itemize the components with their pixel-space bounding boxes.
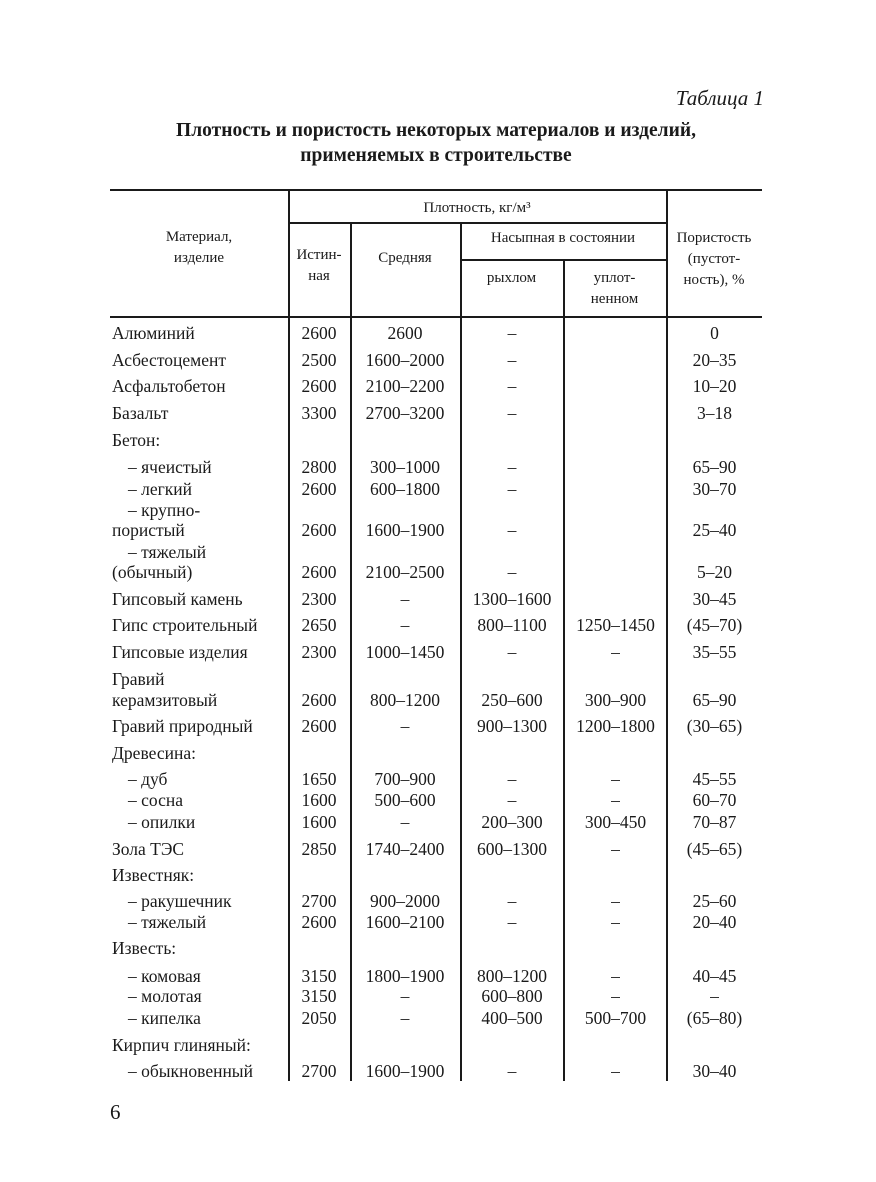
header-bulk: Насыпная в состоянии bbox=[490, 230, 636, 246]
porosity-cell: (30–65) bbox=[686, 716, 743, 736]
header-porosity-line-3: ность), % bbox=[683, 272, 745, 288]
bulk-loose-cell: – bbox=[507, 323, 517, 343]
porosity-cell: (45–70) bbox=[686, 615, 743, 635]
bulk-dense-cell: 1250–1450 bbox=[576, 615, 655, 635]
porosity-cell: 65–90 bbox=[692, 690, 737, 710]
title-line-1: Плотность и пористость некоторых материалов и изделий, bbox=[176, 120, 696, 141]
average-density-cell: 2100–2500 bbox=[365, 562, 445, 582]
porosity-cell: 30–45 bbox=[692, 589, 737, 609]
average-density-cell: 1600–1900 bbox=[365, 1061, 445, 1081]
bulk-loose-cell: 600–800 bbox=[481, 986, 543, 1006]
density-header-rule bbox=[288, 222, 666, 224]
material-cell: – обыкновенный bbox=[128, 1061, 253, 1081]
true-density-cell: 2600 bbox=[301, 912, 337, 932]
header-density: Плотность, кг/м³ bbox=[423, 200, 531, 216]
material-cell: Кирпич глиняный: bbox=[112, 1035, 251, 1055]
porosity-cell: 5–20 bbox=[697, 562, 732, 582]
average-density-cell: 800–1200 bbox=[370, 690, 440, 710]
average-density-cell: 900–2000 bbox=[370, 891, 440, 911]
material-cell: – молотая bbox=[128, 986, 202, 1006]
true-density-cell: 1650 bbox=[301, 769, 337, 789]
average-density-cell: 2600 bbox=[387, 323, 423, 343]
header-dense-line-2: ненном bbox=[590, 291, 639, 307]
bulk-dense-cell: 300–900 bbox=[584, 690, 647, 710]
material-cell: – крупно- bbox=[128, 500, 201, 520]
bulk-loose-cell: – bbox=[507, 912, 517, 932]
true-density-cell: 1600 bbox=[301, 790, 337, 810]
table-label: Таблица 1 bbox=[675, 86, 764, 110]
material-cell: Алюминий bbox=[112, 323, 195, 343]
material-cell: Базальт bbox=[112, 403, 169, 423]
true-density-cell: 2300 bbox=[301, 642, 337, 662]
true-density-cell: 2650 bbox=[301, 615, 337, 635]
bulk-dense-cell: – bbox=[611, 986, 620, 1006]
true-density-cell: 2600 bbox=[301, 323, 337, 343]
bulk-dense-cell: – bbox=[611, 769, 620, 789]
material-cell: Гравий природный bbox=[112, 716, 253, 736]
bulk-dense-cell: – bbox=[611, 790, 620, 810]
bulk-dense-cell: – bbox=[611, 966, 620, 986]
material-cell: – дуб bbox=[128, 769, 168, 789]
average-density-cell: 600–1800 bbox=[370, 479, 440, 499]
true-density-cell: 2600 bbox=[301, 562, 337, 582]
true-density-cell: 2600 bbox=[301, 716, 337, 736]
true-density-cell: 2800 bbox=[301, 457, 337, 477]
porosity-cell: 35–55 bbox=[692, 642, 737, 662]
header-material bbox=[110, 227, 288, 269]
material-cell: Асбестоцемент bbox=[112, 350, 226, 370]
true-density-cell: 2600 bbox=[301, 376, 337, 396]
bulk-loose-cell: – bbox=[507, 520, 517, 540]
bulk-loose-cell: 200–300 bbox=[481, 812, 543, 832]
average-density-cell: 1600–2000 bbox=[365, 350, 445, 370]
table-title bbox=[110, 118, 762, 168]
bulk-dense-cell: 500–700 bbox=[584, 1008, 647, 1028]
porosity-cell: 30–70 bbox=[692, 479, 737, 499]
bulk-loose-cell: 600–1300 bbox=[477, 839, 547, 859]
bulk-loose-cell: 800–1200 bbox=[477, 966, 547, 986]
bulk-loose-cell: – bbox=[507, 376, 517, 396]
material-cell: Древесина: bbox=[112, 743, 196, 763]
material-cell: – легкий bbox=[128, 479, 193, 499]
bulk-loose-cell: – bbox=[507, 769, 517, 789]
bulk-loose-cell: 1300–1600 bbox=[472, 589, 552, 609]
average-density-cell: – bbox=[400, 812, 410, 832]
material-cell: Бетон: bbox=[112, 430, 161, 450]
average-density-cell: 700–900 bbox=[374, 769, 436, 789]
average-density-cell: 1600–1900 bbox=[365, 520, 445, 540]
average-density-cell: 2100–2200 bbox=[365, 376, 445, 396]
bulk-dense-cell: – bbox=[611, 1061, 620, 1081]
porosity-cell: 20–35 bbox=[692, 350, 737, 370]
material-cell: керамзитовый bbox=[112, 690, 218, 710]
average-density-cell: 1000–1450 bbox=[365, 642, 445, 662]
material-cell: Известняк: bbox=[112, 865, 195, 885]
table-top-rule bbox=[110, 189, 762, 191]
true-density-cell: 2050 bbox=[301, 1008, 337, 1028]
true-density-cell: 2600 bbox=[301, 520, 337, 540]
header-dense bbox=[563, 268, 666, 310]
bulk-dense-cell: 300–450 bbox=[584, 812, 647, 832]
header-true-line-2: ная bbox=[308, 268, 330, 284]
material-cell: Гипсовый камень bbox=[112, 589, 243, 609]
porosity-cell: 45–55 bbox=[692, 769, 737, 789]
true-density-cell: 2300 bbox=[301, 589, 337, 609]
average-density-cell: – bbox=[400, 615, 410, 635]
material-cell: – ячеистый bbox=[128, 457, 212, 477]
bulk-loose-cell: 400–500 bbox=[481, 1008, 543, 1028]
header-average: Средняя bbox=[378, 250, 432, 266]
bulk-loose-cell: 800–1100 bbox=[477, 615, 547, 635]
average-density-cell: – bbox=[400, 1008, 410, 1028]
true-density-cell: 2600 bbox=[301, 690, 337, 710]
average-density-cell: – bbox=[400, 716, 410, 736]
porosity-cell: 30–40 bbox=[692, 1061, 737, 1081]
bulk-loose-cell: – bbox=[507, 457, 517, 477]
true-density-cell: 2850 bbox=[301, 839, 337, 859]
page-number: 6 bbox=[110, 1100, 121, 1124]
true-density-cell: 3150 bbox=[301, 966, 337, 986]
header-bottom-rule bbox=[110, 316, 762, 318]
material-cell: – сосна bbox=[128, 790, 183, 810]
bulk-loose-cell: – bbox=[507, 891, 517, 911]
header-porosity bbox=[666, 228, 762, 291]
average-density-cell: – bbox=[400, 986, 410, 1006]
material-cell: – комовая bbox=[128, 966, 201, 986]
true-density-cell: 2700 bbox=[301, 891, 337, 911]
material-cell: – тяжелый bbox=[128, 542, 207, 562]
header-true bbox=[288, 245, 350, 287]
bulk-loose-cell: – bbox=[507, 642, 517, 662]
true-density-cell: 2500 bbox=[301, 350, 337, 370]
bulk-loose-cell: – bbox=[507, 350, 517, 370]
true-density-cell: 3300 bbox=[301, 403, 337, 423]
true-density-cell: 2700 bbox=[301, 1061, 337, 1081]
porosity-cell: (65–80) bbox=[686, 1008, 743, 1028]
material-cell: – ракушечник bbox=[128, 891, 232, 911]
bulk-dense-cell: – bbox=[611, 642, 620, 662]
porosity-cell: (45–65) bbox=[686, 839, 743, 859]
porosity-cell: 25–60 bbox=[692, 891, 737, 911]
material-cell: – тяжелый bbox=[128, 912, 207, 932]
average-density-cell: 500–600 bbox=[374, 790, 436, 810]
true-density-cell: 3150 bbox=[301, 986, 337, 1006]
bulk-loose-cell: – bbox=[507, 790, 517, 810]
porosity-cell: 60–70 bbox=[692, 790, 737, 810]
porosity-cell: 20–40 bbox=[692, 912, 737, 932]
header-material-line-1: Материал, bbox=[165, 229, 233, 245]
porosity-cell: 25–40 bbox=[692, 520, 737, 540]
porosity-cell: 3–18 bbox=[697, 403, 732, 423]
bulk-loose-cell: 250–600 bbox=[481, 690, 543, 710]
average-density-cell: 1740–2400 bbox=[365, 839, 445, 859]
porosity-cell: 0 bbox=[710, 323, 719, 343]
material-cell: – опилки bbox=[128, 812, 196, 832]
true-density-cell: 1600 bbox=[301, 812, 337, 832]
bulk-dense-cell: – bbox=[611, 839, 620, 859]
material-cell: – кипелка bbox=[128, 1008, 201, 1028]
header-true-line-1: Истин- bbox=[296, 247, 342, 263]
bulk-loose-cell: – bbox=[507, 562, 517, 582]
porosity-cell: 10–20 bbox=[692, 376, 737, 396]
porosity-cell: 70–87 bbox=[692, 812, 737, 832]
bulk-loose-cell: – bbox=[507, 1061, 517, 1081]
average-density-cell: 1600–2100 bbox=[365, 912, 445, 932]
true-density-cell: 2600 bbox=[301, 479, 337, 499]
header-porosity-line-1: Пористость bbox=[676, 230, 752, 246]
material-cell: пористый bbox=[112, 520, 185, 540]
porosity-cell: 40–45 bbox=[692, 966, 737, 986]
material-cell: (обычный) bbox=[112, 562, 193, 582]
porosity-cell: 65–90 bbox=[692, 457, 737, 477]
title-line-2: применяемых в строительстве bbox=[300, 145, 572, 166]
bulk-loose-cell: 900–1300 bbox=[477, 716, 547, 736]
header-porosity-line-2: (пустот- bbox=[687, 251, 741, 267]
material-cell: Гипс строительный bbox=[112, 615, 258, 635]
material-cell: Зола ТЭС bbox=[112, 839, 185, 859]
bulk-dense-cell: – bbox=[611, 891, 620, 911]
bulk-dense-cell: – bbox=[611, 912, 620, 932]
bulk-dense-cell: 1200–1800 bbox=[576, 716, 655, 736]
bulk-loose-cell: – bbox=[507, 479, 517, 499]
porosity-cell: – bbox=[710, 986, 719, 1006]
material-cell: Гравий bbox=[112, 669, 165, 689]
average-density-cell: 2700–3200 bbox=[365, 403, 445, 423]
material-cell: Гипсовые изделия bbox=[112, 642, 248, 662]
bulk-loose-cell: – bbox=[507, 403, 517, 423]
header-loose: рыхлом bbox=[486, 270, 537, 286]
average-density-cell: – bbox=[400, 589, 410, 609]
average-density-cell: 300–1000 bbox=[370, 457, 440, 477]
material-cell: Асфальтобетон bbox=[112, 376, 226, 396]
material-cell: Известь: bbox=[112, 938, 177, 958]
header-material-line-2: изделие bbox=[173, 250, 225, 266]
average-density-cell: 1800–1900 bbox=[365, 966, 445, 986]
header-dense-line-1: уплот- bbox=[593, 270, 636, 286]
